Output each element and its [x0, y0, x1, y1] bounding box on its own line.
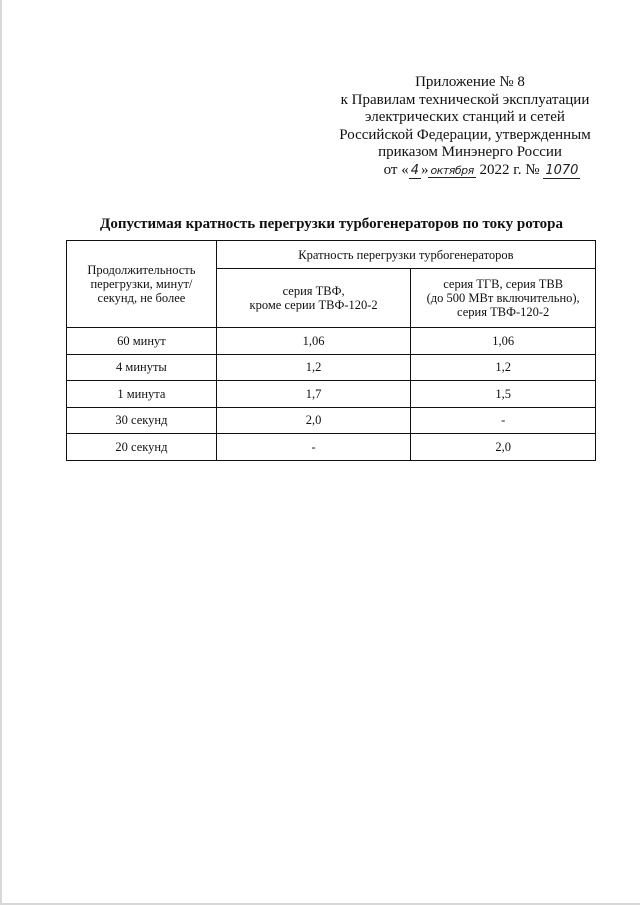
table-row	[67, 407, 596, 434]
handwritten-day: 4	[410, 162, 419, 178]
overload-table	[66, 240, 596, 461]
appendix-header	[300, 74, 630, 179]
appendix-stations-line: электрических станций и сетей	[365, 109, 565, 125]
date-year: 2022 г. №	[479, 161, 540, 178]
table-row	[67, 381, 596, 408]
duration-cell: 1 минута	[67, 381, 217, 408]
group-header: Кратность перегрузки турбогенераторов	[216, 241, 595, 269]
handwritten-order-number: 1070	[545, 162, 579, 178]
duration-cell: 30 секунд	[67, 407, 217, 434]
appendix-rules-line: к Правилам технической эксплуатации	[340, 91, 590, 108]
duration-cell: 4 минуты	[67, 354, 217, 381]
appendix-number: Приложение № 8	[415, 74, 525, 90]
tgv-series-header: серия ТГВ, серия ТВВ (до 500 МВт включительно), серия ТВФ-120-2	[411, 269, 596, 328]
duration-cell: 20 секунд	[67, 434, 217, 461]
tvf-value-cell: -	[216, 434, 410, 461]
tgv-value-cell: -	[411, 407, 596, 434]
date-quote-close: »	[420, 161, 429, 178]
tvf-value-cell: 2,0	[216, 407, 410, 434]
date-prefix: от «	[383, 161, 409, 178]
tvf-value-cell: 1,2	[216, 354, 410, 381]
document-title: Допустимая кратность перегрузки турбогенераторов по току ротора	[100, 216, 564, 232]
table-row	[67, 354, 596, 381]
handwritten-month: октября	[430, 163, 474, 177]
table-row	[67, 434, 596, 461]
tgv-value-cell: 1,2	[411, 354, 596, 381]
tvf-value-cell: 1,7	[216, 381, 410, 408]
tvf-value-cell: 1,06	[216, 328, 410, 355]
tgv-value-cell: 1,06	[411, 328, 596, 355]
appendix-date-line	[300, 162, 630, 180]
tgv-value-cell: 2,0	[411, 434, 596, 461]
appendix-order-line: приказом Минэнерго России	[378, 144, 562, 160]
tgv-value-cell: 1,5	[411, 381, 596, 408]
duration-header: Продолжительность перегрузки, минут/секунд, не более	[67, 241, 217, 328]
table-row	[67, 328, 596, 355]
duration-cell: 60 минут	[67, 328, 217, 355]
tvf-series-header: серия ТВФ, кроме серии ТВФ-120-2	[216, 269, 410, 328]
appendix-federation-line: Российской Федерации, утвержденным	[339, 126, 591, 143]
page-edge-left	[0, 0, 2, 905]
table-header-row	[67, 241, 596, 269]
